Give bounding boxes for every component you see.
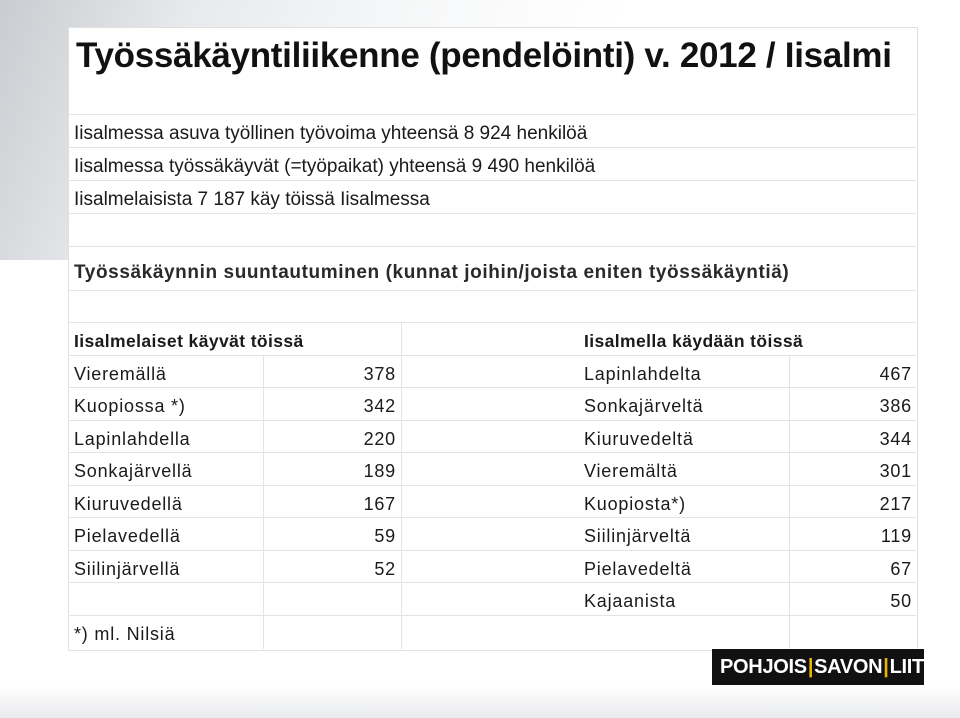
left-row-place: Kuopiossa *) — [74, 396, 186, 416]
left-row-place: Kiuruvedellä — [74, 494, 183, 514]
grid-line — [789, 355, 790, 649]
left-row-place: Sonkajärvellä — [74, 461, 193, 481]
grid-line — [68, 246, 916, 247]
intro-line-jobs: Iisalmessa työssäkäyvät (=työpaikat) yhteensä 9 490 henkilöä — [74, 156, 596, 177]
left-row-place: Vieremällä — [74, 364, 167, 384]
logo-separator: | — [807, 655, 814, 678]
right-row-place: Kuopiosta*) — [584, 494, 686, 514]
right-row-value: 344 — [879, 429, 912, 449]
right-row-place: Lapinlahdelta — [584, 364, 702, 384]
pohjois-savon-liitto-logo — [712, 649, 951, 685]
left-row-place: Pielavedellä — [74, 526, 181, 546]
right-row-place: Sonkajärveltä — [584, 396, 704, 416]
right-row-place: Vieremältä — [584, 461, 678, 481]
left-row-value: 167 — [363, 494, 396, 514]
left-row-place: Lapinlahdella — [74, 429, 191, 449]
page-title: Työssäkäyntiliikenne (pendelöinti) v. 2012 / Iisalmi — [76, 36, 892, 75]
grid-line — [68, 114, 916, 115]
grid-line — [68, 213, 916, 214]
grid-line — [263, 355, 264, 649]
left-row-place: Siilinjärvellä — [74, 559, 181, 579]
left-row-value: 378 — [363, 364, 396, 384]
right-row-value: 217 — [879, 494, 912, 514]
logo-part-3: LIITTO — [889, 655, 951, 678]
right-row-value: 467 — [879, 364, 912, 384]
logo-separator: | — [883, 655, 889, 678]
right-row-place: Kajaanista — [584, 591, 677, 611]
right-row-value: 67 — [890, 559, 912, 579]
right-row-value: 50 — [890, 591, 912, 611]
right-row-value: 119 — [880, 526, 912, 546]
left-row-value: 189 — [363, 461, 396, 481]
intro-line-workforce: Iisalmessa asuva työllinen työvoima yhteensä 8 924 henkilöä — [74, 123, 588, 144]
right-table-header: Iisalmella käydään töissä — [584, 331, 804, 351]
right-row-place: Kiuruvedeltä — [584, 429, 694, 449]
grid-line — [68, 147, 916, 148]
logo-part-1: POHJOIS — [720, 655, 807, 678]
grid-line — [68, 180, 916, 181]
right-row-place: Siilinjärveltä — [584, 526, 692, 546]
right-row-value: 386 — [879, 396, 912, 416]
left-row-value: 220 — [363, 429, 396, 449]
right-row-value: 301 — [879, 461, 912, 481]
left-table-header: Iisalmelaiset käyvät töissä — [74, 331, 304, 351]
right-row-place: Pielavedeltä — [584, 559, 692, 579]
grid-line — [68, 290, 916, 291]
grid-line — [401, 322, 402, 649]
intro-line-local: Iisalmelaisista 7 187 käy töissä Iisalmessa — [74, 189, 430, 210]
left-row-value: 52 — [374, 559, 396, 579]
grid-line — [68, 322, 916, 323]
left-row-value: 59 — [374, 526, 396, 546]
footer-band — [0, 686, 960, 718]
left-row-value: 342 — [363, 396, 396, 416]
footnote: *) ml. Nilsiä — [74, 624, 176, 644]
logo-part-2: SAVON — [814, 655, 883, 678]
section-heading: Työssäkäynnin suuntautuminen (kunnat joihin/joista eniten työssäkäyntiä) — [74, 262, 790, 283]
